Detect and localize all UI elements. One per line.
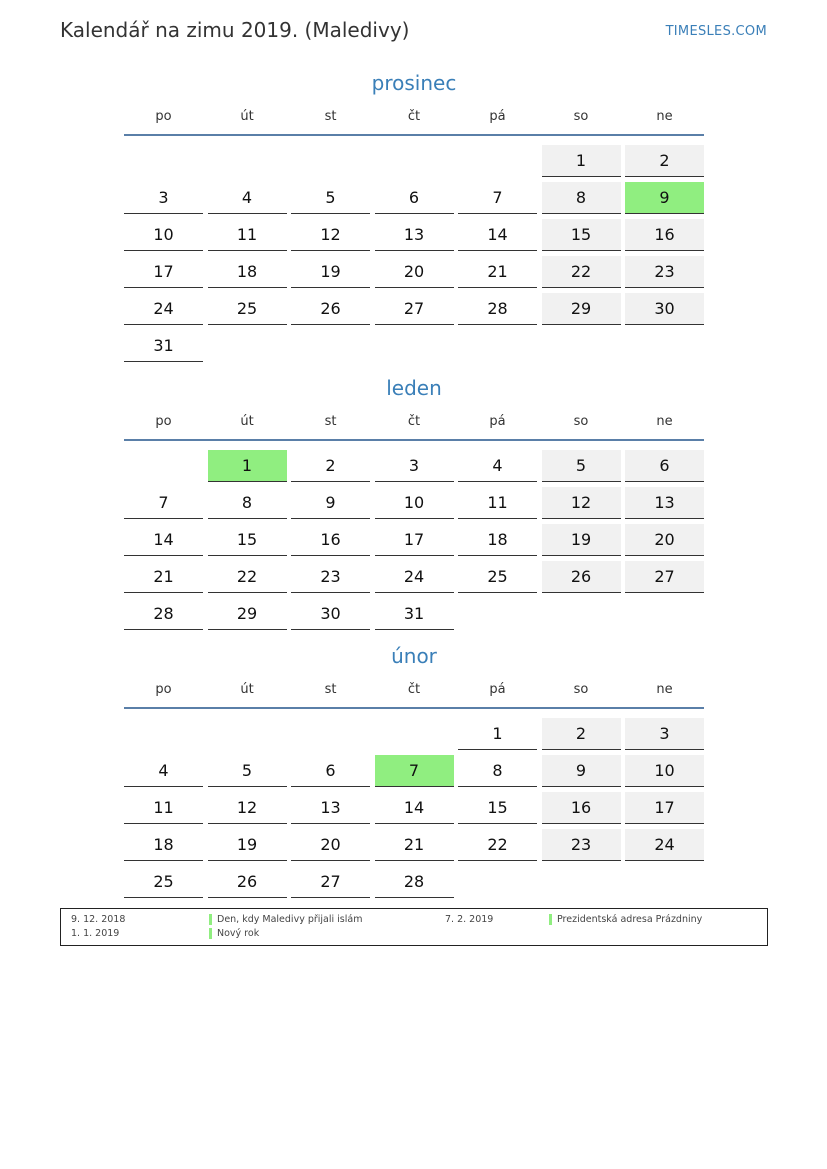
empty-day-cell <box>208 718 287 749</box>
day-cell: 30 <box>291 598 370 630</box>
day-cell: 29 <box>542 293 621 325</box>
day-cell: 15 <box>458 792 537 824</box>
empty-day-cell <box>375 718 454 749</box>
day-cell: 27 <box>625 561 704 593</box>
month-name: únor <box>391 644 437 668</box>
weekday-label: čt <box>407 109 421 124</box>
day-cell: 5 <box>208 755 287 787</box>
empty-day-cell <box>208 145 287 176</box>
day-cell: 2 <box>625 145 704 177</box>
day-cell: 2 <box>291 450 370 482</box>
day-cell: 25 <box>458 561 537 593</box>
day-cell: 18 <box>458 524 537 556</box>
weekday-label: st <box>324 682 337 697</box>
day-cell: 1 <box>458 718 537 750</box>
weekday-label: st <box>324 109 337 124</box>
day-cell: 6 <box>375 182 454 214</box>
day-cell: 21 <box>124 561 203 593</box>
day-cell: 25 <box>208 293 287 325</box>
weekday-label: so <box>573 414 589 429</box>
day-cell: 16 <box>291 524 370 556</box>
day-cell: 31 <box>124 330 203 362</box>
day-cell: 28 <box>375 866 454 898</box>
page-title: Kalendář na zimu 2019. (Maledivy) <box>60 18 410 42</box>
day-cell: 28 <box>458 293 537 325</box>
day-grid <box>124 445 704 630</box>
holiday-day-cell: 1 <box>208 450 287 482</box>
day-cell: 27 <box>375 293 454 325</box>
weekday-label: po <box>155 682 172 697</box>
day-cell: 4 <box>458 450 537 482</box>
empty-day-cell <box>291 718 370 749</box>
weekday-label: ne <box>656 109 673 124</box>
day-cell: 14 <box>124 524 203 556</box>
day-cell: 26 <box>291 293 370 325</box>
weekday-label: pá <box>489 414 506 429</box>
weekday-header <box>124 106 704 136</box>
day-cell: 22 <box>542 256 621 288</box>
day-cell: 6 <box>291 755 370 787</box>
month-name: prosinec <box>371 71 457 95</box>
day-cell: 8 <box>458 755 537 787</box>
day-cell: 13 <box>291 792 370 824</box>
weekday-header <box>124 411 704 441</box>
month-calendar <box>124 70 704 362</box>
day-cell: 12 <box>291 219 370 251</box>
day-cell: 2 <box>542 718 621 750</box>
day-cell: 12 <box>542 487 621 519</box>
weekday-label: st <box>324 414 337 429</box>
day-cell: 4 <box>208 182 287 214</box>
day-grid <box>124 713 704 898</box>
empty-day-cell <box>375 145 454 176</box>
day-cell: 4 <box>124 755 203 787</box>
day-grid <box>124 140 704 362</box>
day-cell: 21 <box>375 829 454 861</box>
day-cell: 29 <box>208 598 287 630</box>
day-cell: 10 <box>625 755 704 787</box>
day-cell: 13 <box>375 219 454 251</box>
empty-day-cell <box>124 450 203 481</box>
day-cell: 3 <box>625 718 704 750</box>
day-cell: 9 <box>542 755 621 787</box>
day-cell: 10 <box>375 487 454 519</box>
day-cell: 19 <box>291 256 370 288</box>
weekday-header <box>124 679 704 709</box>
weekday-label: út <box>240 414 254 429</box>
weekday-label: pá <box>489 109 506 124</box>
day-cell: 31 <box>375 598 454 630</box>
weekday-label: čt <box>407 682 421 697</box>
legend-date: 9. 12. 2018 <box>71 914 126 925</box>
weekday-label: ne <box>656 414 673 429</box>
weekday-label: so <box>573 682 589 697</box>
holiday-day-cell: 7 <box>375 755 454 787</box>
day-cell: 11 <box>458 487 537 519</box>
day-cell: 26 <box>208 866 287 898</box>
day-cell: 23 <box>625 256 704 288</box>
empty-day-cell <box>124 718 203 749</box>
day-cell: 6 <box>625 450 704 482</box>
day-cell: 28 <box>124 598 203 630</box>
day-cell: 13 <box>625 487 704 519</box>
legend-label: Prezidentská adresa Prázdniny <box>557 914 703 925</box>
empty-day-cell <box>458 145 537 176</box>
brand-link[interactable]: TIMESLES.COM <box>665 24 767 39</box>
weekday-label: út <box>240 682 254 697</box>
empty-day-cell <box>291 145 370 176</box>
day-cell: 23 <box>291 561 370 593</box>
day-cell: 17 <box>124 256 203 288</box>
day-cell: 19 <box>542 524 621 556</box>
day-cell: 12 <box>208 792 287 824</box>
weekday-label: čt <box>407 414 421 429</box>
weekday-label: ne <box>656 682 673 697</box>
day-cell: 20 <box>375 256 454 288</box>
legend-date: 1. 1. 2019 <box>71 928 120 939</box>
day-cell: 11 <box>124 792 203 824</box>
day-cell: 10 <box>124 219 203 251</box>
day-cell: 14 <box>458 219 537 251</box>
day-cell: 23 <box>542 829 621 861</box>
day-cell: 24 <box>124 293 203 325</box>
day-cell: 22 <box>208 561 287 593</box>
holiday-color-marker <box>209 914 212 925</box>
day-cell: 16 <box>542 792 621 824</box>
day-cell: 7 <box>458 182 537 214</box>
day-cell: 20 <box>291 829 370 861</box>
month-calendar <box>124 375 704 630</box>
legend-label: Nový rok <box>217 928 260 939</box>
day-cell: 8 <box>542 182 621 214</box>
day-cell: 20 <box>625 524 704 556</box>
day-cell: 9 <box>291 487 370 519</box>
weekday-label: pá <box>489 682 506 697</box>
day-cell: 7 <box>124 487 203 519</box>
holiday-legend <box>60 908 768 946</box>
day-cell: 11 <box>208 219 287 251</box>
weekday-label: po <box>155 109 172 124</box>
day-cell: 24 <box>375 561 454 593</box>
legend-date: 7. 2. 2019 <box>445 914 494 925</box>
day-cell: 22 <box>458 829 537 861</box>
day-cell: 26 <box>542 561 621 593</box>
day-cell: 27 <box>291 866 370 898</box>
day-cell: 19 <box>208 829 287 861</box>
day-cell: 21 <box>458 256 537 288</box>
day-cell: 15 <box>208 524 287 556</box>
day-cell: 18 <box>208 256 287 288</box>
day-cell: 30 <box>625 293 704 325</box>
day-cell: 5 <box>542 450 621 482</box>
day-cell: 18 <box>124 829 203 861</box>
day-cell: 15 <box>542 219 621 251</box>
holiday-color-marker <box>549 914 552 925</box>
day-cell: 24 <box>625 829 704 861</box>
day-cell: 17 <box>625 792 704 824</box>
holiday-color-marker <box>209 928 212 939</box>
day-cell: 16 <box>625 219 704 251</box>
legend-label: Den, kdy Maledivy přijali islám <box>217 914 363 925</box>
day-cell: 5 <box>291 182 370 214</box>
holiday-day-cell: 9 <box>625 182 704 214</box>
day-cell: 1 <box>542 145 621 177</box>
day-cell: 8 <box>208 487 287 519</box>
weekday-label: út <box>240 109 254 124</box>
day-cell: 3 <box>124 182 203 214</box>
day-cell: 14 <box>375 792 454 824</box>
day-cell: 3 <box>375 450 454 482</box>
day-cell: 17 <box>375 524 454 556</box>
weekday-label: so <box>573 109 589 124</box>
empty-day-cell <box>124 145 203 176</box>
day-cell: 25 <box>124 866 203 898</box>
month-calendar <box>124 643 704 898</box>
weekday-label: po <box>155 414 172 429</box>
month-name: leden <box>386 376 442 400</box>
